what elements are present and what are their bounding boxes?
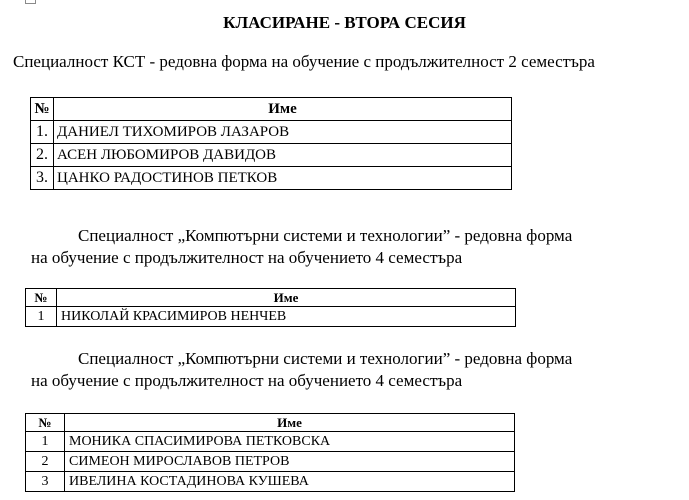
section1-table: [30, 97, 512, 190]
text-boundary-mark: [25, 0, 36, 4]
table-row: [26, 472, 515, 492]
row-number: 2.: [31, 144, 54, 167]
row-name: ДАНИЕЛ ТИХОМИРОВ ЛАЗАРОВ: [54, 121, 512, 144]
section2-heading: [31, 225, 572, 269]
row-name: СИМЕОН МИРОСЛАВОВ ПЕТРОВ: [65, 452, 515, 472]
table-row: [31, 144, 512, 167]
table-row: [31, 167, 512, 190]
num-column-header: №: [26, 289, 57, 307]
table-header-row: [26, 289, 516, 307]
name-column-header: Име: [54, 98, 512, 121]
row-number: 1.: [31, 121, 54, 144]
row-name: ЦАНКО РАДОСТИНОВ ПЕТКОВ: [54, 167, 512, 190]
row-number: 2: [26, 452, 65, 472]
table-header-row: [31, 98, 512, 121]
section3-table: [25, 413, 515, 492]
row-number: 3: [26, 472, 65, 492]
row-number: 3.: [31, 167, 54, 190]
row-name: НИКОЛАЙ КРАСИМИРОВ НЕНЧЕВ: [57, 307, 516, 327]
section2-heading-line2: на обучение с продължителност на обучението 4 семестъра: [31, 248, 463, 267]
section2-heading-line1: Специалност „Компютърни системи и технологии” - редовна форма: [78, 226, 573, 245]
table-row: [26, 307, 516, 327]
name-column-header: Име: [65, 414, 515, 432]
section3-heading: [31, 348, 572, 392]
table-row: [26, 452, 515, 472]
section2-table: [25, 288, 516, 327]
section3-heading-line1: Специалност „Компютърни системи и технологии” - редовна форма: [78, 349, 573, 368]
row-name: ИВЕЛИНА КОСТАДИНОВА КУШЕВА: [65, 472, 515, 492]
row-name: АСЕН ЛЮБОМИРОВ ДАВИДОВ: [54, 144, 512, 167]
num-column-header: №: [26, 414, 65, 432]
row-number: 1: [26, 432, 65, 452]
table-header-row: [26, 414, 515, 432]
page-title: КЛАСИРАНЕ - ВТОРА СЕСИЯ: [223, 13, 466, 32]
section3-heading-line2: на обучение с продължителност на обучението 4 семестъра: [31, 371, 463, 390]
table-row: [26, 432, 515, 452]
section1-heading: Специалност КСТ - редовна форма на обучение с продължителност 2 семестъра: [13, 52, 595, 71]
num-column-header: №: [31, 98, 54, 121]
table-row: [31, 121, 512, 144]
row-number: 1: [26, 307, 57, 327]
name-column-header: Име: [57, 289, 516, 307]
row-name: МОНИКА СПАСИМИРОВА ПЕТКОВСКА: [65, 432, 515, 452]
